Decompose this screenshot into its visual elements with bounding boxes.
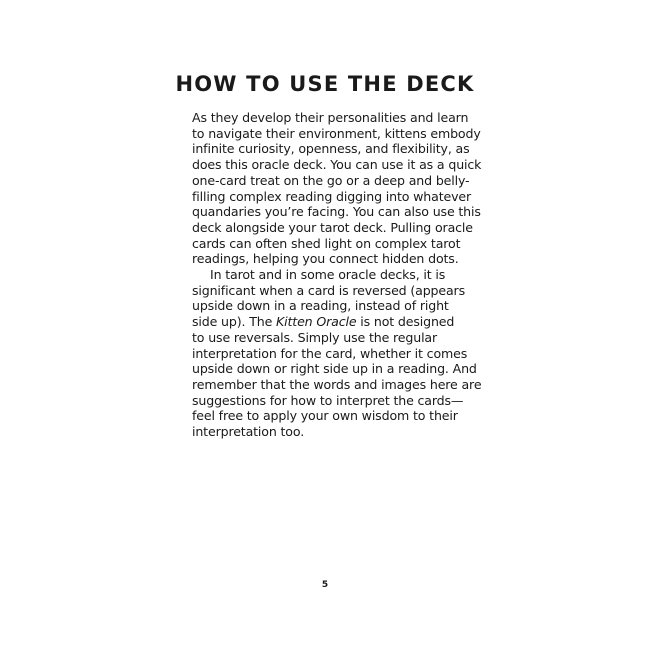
text-line: remember that the words and images here are xyxy=(192,376,482,392)
text-line: infinite curiosity, openness, and flexibility, as xyxy=(192,141,470,157)
text-line: interpretation for the card, whether it comes xyxy=(192,345,468,361)
paragraph-1 xyxy=(192,110,482,267)
text-line: cards can often shed light on complex tarot xyxy=(192,235,461,251)
body-text xyxy=(192,110,482,440)
text-line: upside down or right side up in a reading. And xyxy=(192,361,477,377)
text-line-with-book-title xyxy=(192,314,472,330)
text-line: quandaries you’re facing. You can also use this xyxy=(192,204,481,220)
text-line: feel free to apply your own wisdom to their xyxy=(192,408,458,424)
text-line: interpretation too. xyxy=(192,424,305,440)
text-line: to navigate their environment, kittens embody xyxy=(192,125,481,141)
text-line: deck alongside your tarot deck. Pulling oracle xyxy=(192,219,473,235)
paragraph-2 xyxy=(192,267,482,440)
text-line: to use reversals. Simply use the regular xyxy=(192,329,438,345)
text-segment: side up). The xyxy=(192,314,277,330)
text-line: does this oracle deck. You can use it as a quick xyxy=(192,157,482,173)
page-title: HOW TO USE THE DECK xyxy=(175,72,475,96)
text-line: one-card treat on the go or a deep and belly- xyxy=(192,172,470,188)
text-line: significant when a card is reversed (appears xyxy=(192,282,465,298)
text-line: filling complex reading digging into whatever xyxy=(192,188,472,204)
text-line: readings, helping you connect hidden dots. xyxy=(192,251,459,267)
text-segment: is not designed xyxy=(356,314,455,330)
text-line: suggestions for how to interpret the cards— xyxy=(192,392,464,408)
text-line: upside down in a reading, instead of right xyxy=(192,298,449,314)
text-line: In tarot and in some oracle decks, it is xyxy=(210,267,446,283)
page-number: 5 xyxy=(321,580,329,590)
text-line: As they develop their personalities and learn xyxy=(192,110,469,125)
book-title-italic: Kitten Oracle xyxy=(276,314,357,330)
